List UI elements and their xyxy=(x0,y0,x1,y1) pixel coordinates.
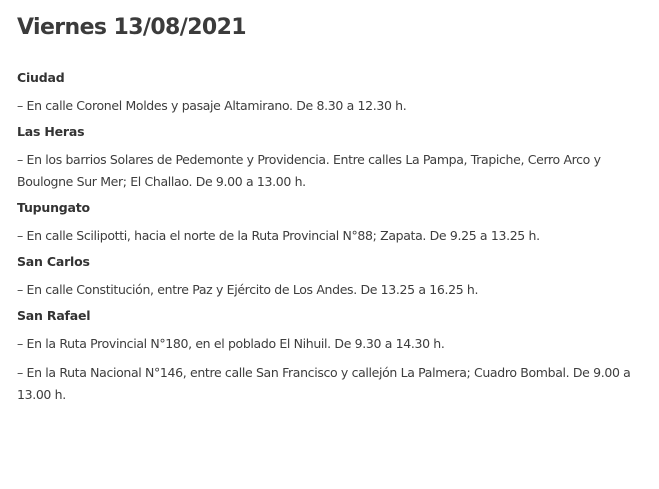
section-san-carlos xyxy=(17,253,647,301)
section-ciudad xyxy=(17,69,647,117)
schedule-item: – En los barrios Solares de Pedemonte y Providencia. Entre calles La Pampa, Trapiche, Cerro Arco y Boulogne Sur Mer; El Challao. De 9.00 a 13.00 h. xyxy=(17,152,601,189)
section-heading: Las Heras xyxy=(17,124,85,139)
section-heading: Tupungato xyxy=(17,200,90,215)
section-las-heras xyxy=(17,123,647,193)
schedule-item: – En calle Constitución, entre Paz y Ejército de Los Andes. De 13.25 a 16.25 h. xyxy=(17,282,479,297)
section-heading: Ciudad xyxy=(17,70,65,85)
section-tupungato xyxy=(17,199,647,247)
schedule-item: – En la Ruta Provincial N°180, en el poblado El Nihuil. De 9.30 a 14.30 h. xyxy=(17,336,445,351)
schedule-item: – En calle Coronel Moldes y pasaje Altamirano. De 8.30 a 12.30 h. xyxy=(17,98,407,113)
schedule-item: – En la Ruta Nacional N°146, entre calle San Francisco y callejón La Palmera; Cuadro Bombal. De 9.00 a 13.00 h. xyxy=(17,365,631,402)
article-content xyxy=(17,0,647,406)
section-heading: San Carlos xyxy=(17,254,90,269)
page-title: Viernes 13/08/2021 xyxy=(17,15,247,40)
section-heading: San Rafael xyxy=(17,308,91,323)
schedule-item: – En calle Scilipotti, hacia el norte de la Ruta Provincial N°88; Zapata. De 9.25 a 13.25 h. xyxy=(17,228,540,243)
section-san-rafael xyxy=(17,307,647,406)
